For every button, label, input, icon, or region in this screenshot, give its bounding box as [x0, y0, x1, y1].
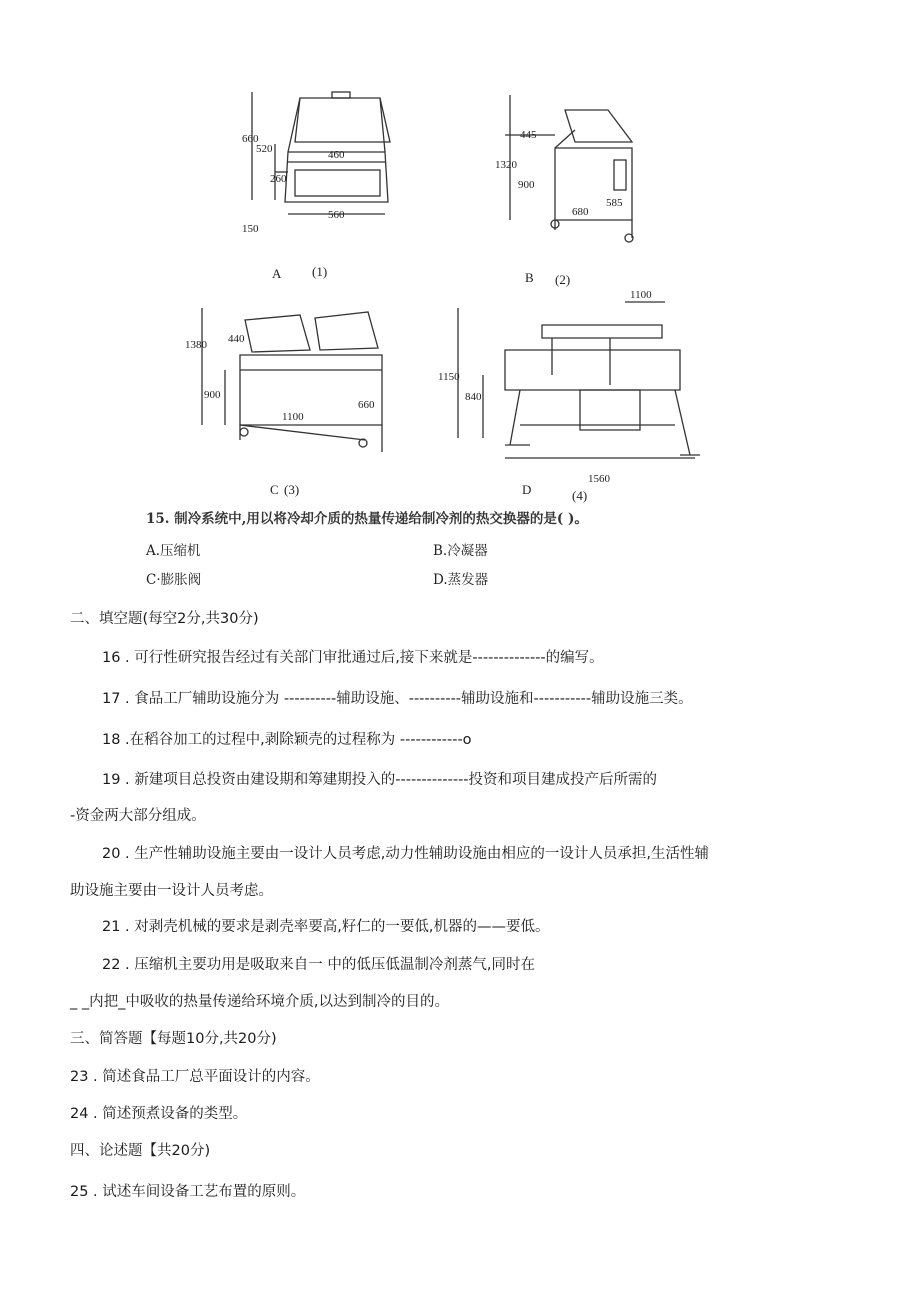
dim-d-1560: 1560	[588, 473, 610, 485]
section-fill-heading: 二、填空题(每空2分,共30分)	[70, 611, 259, 627]
machine-diagrams	[170, 80, 710, 530]
dim-a-150: 150	[242, 223, 259, 235]
dim-c-1380: 1380	[185, 339, 207, 351]
caption-c-num: (3)	[284, 482, 300, 497]
question-15: 15. 制冷系统中,用以将冷却介质的热量传递给制冷剂的热交换器的是( )。	[146, 511, 588, 527]
caption-b: B	[525, 270, 534, 285]
caption-c: C	[270, 482, 279, 497]
dim-c-660: 660	[358, 399, 375, 411]
dim-d-1150: 1150	[438, 371, 460, 383]
dim-c-440: 440	[228, 333, 245, 345]
caption-d-num: (4)	[572, 488, 588, 503]
dim-b-680: 680	[572, 206, 589, 218]
caption-a-num: (1)	[312, 264, 328, 279]
dim-a-260: 260	[270, 173, 287, 185]
dim-c-900: 900	[204, 389, 221, 401]
question-23: 23 . 简述食品工厂总平面设计的内容。	[70, 1069, 320, 1085]
machine-d-drawing	[458, 302, 700, 458]
dim-a-660: 660	[242, 133, 259, 145]
dim-b-900: 900	[518, 179, 535, 191]
question-20-line2: 助设施主要由一设计人员考虑。	[70, 883, 273, 899]
caption-a: A	[272, 266, 282, 281]
question-19-line2: -资金两大部分组成。	[70, 808, 206, 824]
dim-b-445: 445	[520, 129, 537, 141]
dim-d-1100: 1100	[630, 289, 652, 301]
question-16: 16 . 可行性研究报告经过有关部门审批通过后,接下来就是--------------的编写。	[102, 650, 604, 666]
q15-option-c: C·膨胀阀	[146, 572, 202, 588]
q15-option-d: D.蒸发器	[433, 572, 489, 588]
question-22-line1: 22 . 压缩机主要功用是吸取来自一 中的低压低温制冷剂蒸气,同时在	[102, 957, 535, 973]
question-20-line1: 20 . 生产性辅助设施主要由一设计人员考虑,动力性辅助设施由相应的一设计人员承担,生活性辅	[102, 846, 709, 862]
question-17: 17 . 食品工厂辅助设施分为 ----------辅助设施、----------辅助设施和-----------辅助设施三类。	[102, 691, 693, 707]
machine-c-drawing	[202, 308, 382, 452]
dim-c-1100: 1100	[282, 411, 304, 423]
question-18: 18 .在稻谷加工的过程中,剥除颖壳的过程称为 ------------o	[102, 732, 472, 748]
dim-a-520: 520	[256, 143, 273, 155]
question-19-line1: 19 . 新建项目总投资由建设期和筹建期投入的--------------投资和项目建成投产后所需的	[102, 772, 658, 788]
dim-b-1320: 1320	[495, 159, 517, 171]
question-22-line2: _ _内把_中吸收的热量传递给环境介质,以达到制冷的目的。	[70, 994, 449, 1010]
question-21: 21 . 对剥壳机械的要求是剥壳率要高,籽仁的一要低,机器的——要低。	[102, 919, 550, 935]
machine-b-drawing	[505, 95, 633, 242]
section-essay-heading: 四、论述题【共20分)	[70, 1143, 211, 1159]
section-short-heading: 三、简答题【每题10分,共20分)	[70, 1031, 277, 1047]
caption-b-num: (2)	[555, 272, 571, 287]
machine-figure	[170, 80, 710, 530]
machine-a-drawing	[252, 92, 390, 214]
caption-d: D	[522, 482, 532, 497]
dim-b-585: 585	[606, 197, 623, 209]
question-25: 25 . 试述车间设备工艺布置的原则。	[70, 1184, 306, 1200]
dim-a-460: 460	[328, 149, 345, 161]
dim-a-560: 560	[328, 209, 345, 221]
q15-option-b: B.冷凝器	[433, 543, 488, 559]
q15-option-a: A.压缩机	[146, 543, 201, 559]
question-24: 24 . 简述预煮设备的类型。	[70, 1106, 248, 1122]
dim-d-840: 840	[465, 391, 482, 403]
